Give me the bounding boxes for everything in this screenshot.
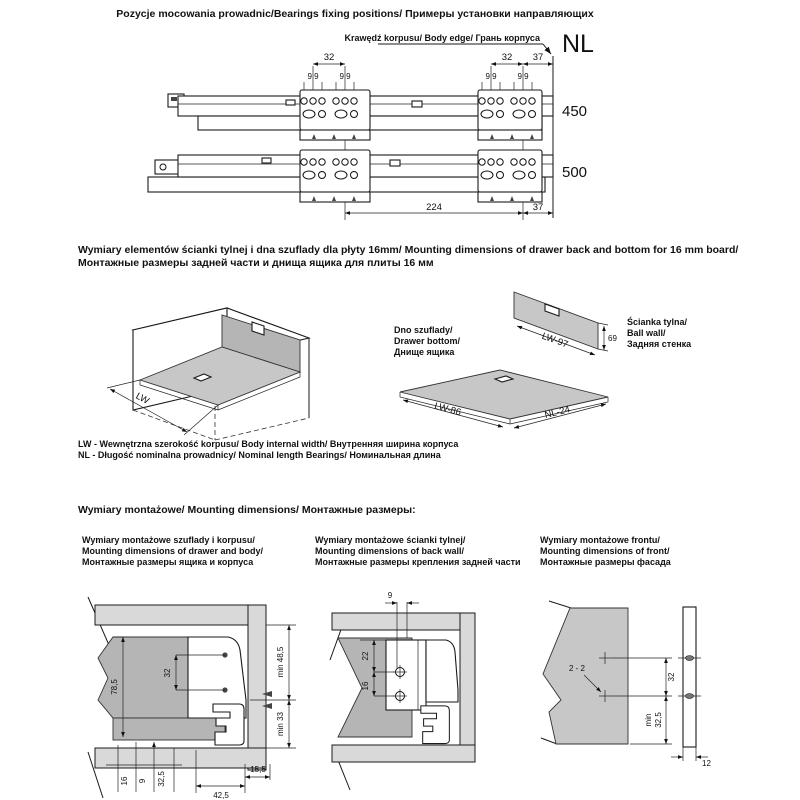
col2-caption [315,535,521,567]
back-wall-panel-drawing [514,292,617,355]
front-panel-section [543,608,628,744]
section-fixing-positions [116,8,594,220]
drawer-bottom-board [113,718,225,740]
rail-450-drawing [168,90,587,140]
middle-title-line1: Wymiary elementów ścianki tylnej i dna szuflady dla płyty 16mm/ Mounting dimensions of drawer back and bottom for 16 mm board/ [78,244,739,256]
dim-9-9-left-b: 9 9 [339,72,351,81]
diagram-drawer-and-body [88,597,296,800]
dim-9: 9 [387,591,393,600]
back-wall-height-label: 69 [608,334,617,343]
dim-42-5: 42,5 [213,791,229,800]
dim-37-bottom: 37 [532,202,544,213]
caption-line: Drawer bottom/ [394,336,461,346]
caption-line: Монтажные размеры ящика и корпуса [82,557,254,567]
caption-line: Wymiary montażowe ścianki tylnej/ [315,535,466,545]
back-wall-width-label: LW-97 [540,330,570,351]
rail-500-drawing [148,150,587,202]
dim-min-48-5: min 48,5 [276,646,285,678]
caption-line: Mounting dimensions of front/ [540,546,670,556]
dim-32-5: 32,5 [654,712,663,728]
bottom-panel-width-label: LW-86 [433,400,463,419]
diagram-front [541,601,711,768]
legend-lw: LW - Wewnętrzna szerokość korpusu/ Body internal width/ Внутренняя ширина корпуса [78,439,459,449]
body-edge-label: Krawędź korpusu/ Body edge/ Грань корпуса [344,33,540,43]
front-panel-edge-view [683,607,696,747]
drawer-side-panel [98,637,188,718]
dim-16: 16 [120,776,129,786]
slide-rail-profile [213,704,244,745]
dim-22: 22 [361,651,370,661]
section-mounting-dimensions [78,504,711,800]
caption-line: Mounting dimensions of drawer and body/ [82,546,264,556]
drawer-metal-side [426,640,458,702]
body-edge-arrow [543,44,551,54]
dim-min-33: min 33 [276,711,285,737]
dim-min-word: min [644,713,653,727]
dim-37-right: 37 [532,52,544,63]
bottom-panel-drawing [400,370,608,428]
dim-32-left: 32 [323,52,335,63]
caption-line: Wymiary montażowe frontu/ [540,535,660,545]
caption-line: Задняя стенка [627,339,692,349]
section-label-2-2: 2 - 2 [568,664,586,673]
caption-line: Монтажные размеры крепления задней части [315,557,521,567]
dim-9-9-right-b: 9 9 [517,72,529,81]
dim-32: 32 [667,672,676,682]
dim-15-5: 15,5 [250,765,266,774]
diagram-back-wall [330,591,475,790]
dim-9: 9 [138,778,147,784]
caption-line: Днище ящика [394,347,455,357]
mounting-title: Wymiary montażowe/ Mounting dimensions/ Монтажные размеры: [78,504,416,516]
legend-nl: NL - Długość nominalna prowadnicy/ Nominal length Bearings/ Номинальная длина [78,450,441,460]
fixing-positions-title: Pozycje mocowania prowadnic/Bearings fixing positions/ Примеры установки направляющих [116,8,594,20]
middle-title-line2: Монтажные размеры задней части и днища ящика для плиты 16 мм [78,257,434,269]
caption-line: Ścianka tylna/ [627,317,688,327]
rail1-length-label: 450 [562,103,588,120]
dim-32-5: 32,5 [157,771,166,787]
col1-caption [82,535,264,567]
drawer-bottom-caption [394,325,461,357]
dim-16: 16 [361,681,370,691]
caption-line: Dno szuflady/ [394,325,453,335]
caption-line: Mounting dimensions of back wall/ [315,546,465,556]
dim-32: 32 [163,668,172,678]
dim-9-9-left-a: 9 9 [307,72,319,81]
back-wall-caption [627,316,692,349]
col3-caption [540,535,672,567]
dim-32-right: 32 [501,52,513,63]
dim-9-9-right-a: 9 9 [485,72,497,81]
bottom-panel-depth-label: NL-24 [543,404,572,422]
rail2-length-label: 500 [562,164,588,181]
nl-dimension-label: NL [562,30,594,58]
dim-224: 224 [426,202,442,213]
dim-12: 12 [702,759,711,768]
dim-78-5: 78,5 [110,679,119,695]
section-back-and-bottom [78,244,738,460]
caption-line: Монтажные размеры фасада [540,557,671,567]
lw-label: LW [133,390,151,407]
caption-line: Ball wall/ [627,328,666,338]
isometric-cabinet-drawing [107,308,309,440]
slide-rail-profile [421,706,450,744]
caption-line: Wymiary montażowe szuflady i korpusu/ [82,535,255,545]
